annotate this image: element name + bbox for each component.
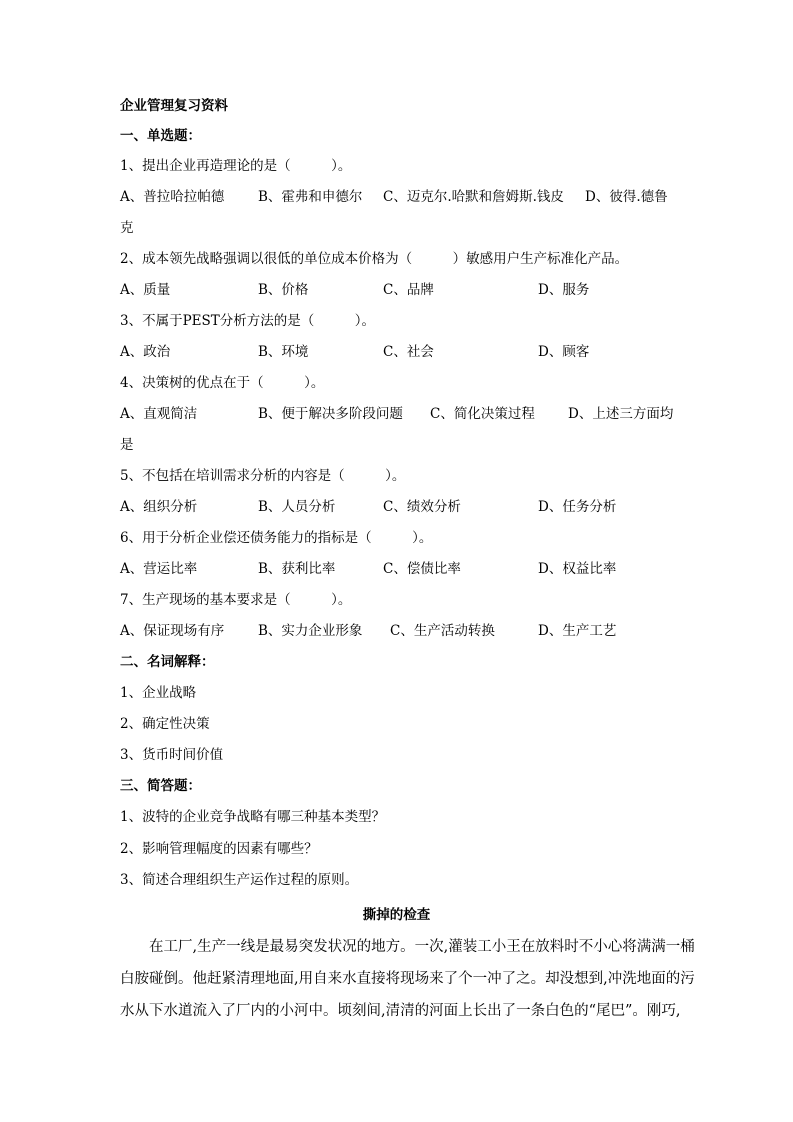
option-b: B、环境: [258, 344, 309, 360]
option-b: B、人员分析: [258, 499, 336, 515]
option-c: C、迈克尔.哈默和詹姆斯.钱皮: [383, 189, 564, 205]
option-a: A、直观简洁: [120, 406, 198, 422]
list-item: 3、货币时间价值: [120, 747, 224, 763]
option-d: D、上述三方面均: [568, 406, 674, 422]
option-b: B、霍弗和申德尔: [258, 189, 363, 205]
option-b: B、便于解决多阶段问题: [258, 406, 403, 422]
option-d: D、服务: [538, 282, 590, 298]
question-stem: 3、不属于PEST分析方法的是（ ）。: [120, 313, 376, 329]
option-wrap: 是: [120, 437, 134, 453]
option-a: A、组织分析: [120, 499, 198, 515]
section-heading-single-choice: 一、单选题：: [120, 128, 201, 144]
doc-title: 企业管理复习资料: [120, 98, 228, 114]
option-c: C、品牌: [383, 282, 434, 298]
option-wrap: 克: [120, 220, 134, 236]
option-a: A、营运比率: [120, 561, 198, 577]
story-line: 在工厂,生产一线是最易突发状况的地方。一次,灌装工小王在放料时不小心将满满一桶: [120, 939, 695, 955]
option-a: A、普拉哈拉帕德: [120, 189, 225, 205]
question-stem: 4、决策树的优点在于（ ）。: [120, 375, 325, 391]
question-stem: 7、生产现场的基本要求是（ ）。: [120, 592, 352, 608]
question-stem: 5、不包括在培训需求分析的内容是（ ）。: [120, 468, 406, 484]
option-b: B、获利比率: [258, 561, 336, 577]
option-b: B、实力企业形象: [258, 623, 363, 639]
list-item: 2、确定性决策: [120, 716, 210, 732]
option-c: C、社会: [383, 344, 434, 360]
option-c: C、生产活动转换: [390, 623, 495, 639]
option-a: A、保证现场有序: [120, 623, 225, 639]
list-item: 2、影响管理幅度的因素有哪些？: [120, 841, 318, 857]
question-stem: 1、提出企业再造理论的是（ ）。: [120, 158, 352, 174]
section-heading-terms: 二、名词解释：: [120, 654, 215, 670]
option-d: D、彼得.德鲁: [585, 189, 668, 205]
question-stem: 2、成本领先战略强调以很低的单位成本价格为（ ）敏感用户生产标准化产品。: [120, 251, 629, 267]
story-line: 白胺碰倒。他赶紧清理地面,用自来水直接将现场来了个一冲了之。却没想到,冲洗地面的污: [120, 971, 695, 987]
option-d: D、顾客: [538, 344, 590, 360]
option-b: B、价格: [258, 282, 309, 298]
list-item: 3、简述合理组织生产运作过程的原则。: [120, 872, 359, 888]
story-paragraph: [120, 931, 695, 1027]
option-c: C、绩效分析: [383, 499, 461, 515]
option-d: D、权益比率: [538, 561, 617, 577]
story-line: 水从下水道流入了厂内的小河中。顷刻间,清清的河面上长出了一条白色的“尾巴”。刚巧,: [120, 1003, 681, 1019]
list-item: 1、企业战略: [120, 685, 197, 701]
option-c: C、简化决策过程: [430, 406, 535, 422]
option-c: C、偿债比率: [383, 561, 461, 577]
story-title: 撕掉的检查: [362, 907, 431, 923]
option-d: D、任务分析: [538, 499, 617, 515]
list-item: 1、波特的企业竞争战略有哪三种基本类型？: [120, 809, 386, 825]
option-d: D、生产工艺: [538, 623, 617, 639]
question-stem: 6、用于分析企业偿还债务能力的指标是（ ）。: [120, 530, 433, 546]
section-heading-short-answer: 三、简答题：: [120, 778, 201, 794]
option-a: A、质量: [120, 282, 171, 298]
option-a: A、政治: [120, 344, 171, 360]
